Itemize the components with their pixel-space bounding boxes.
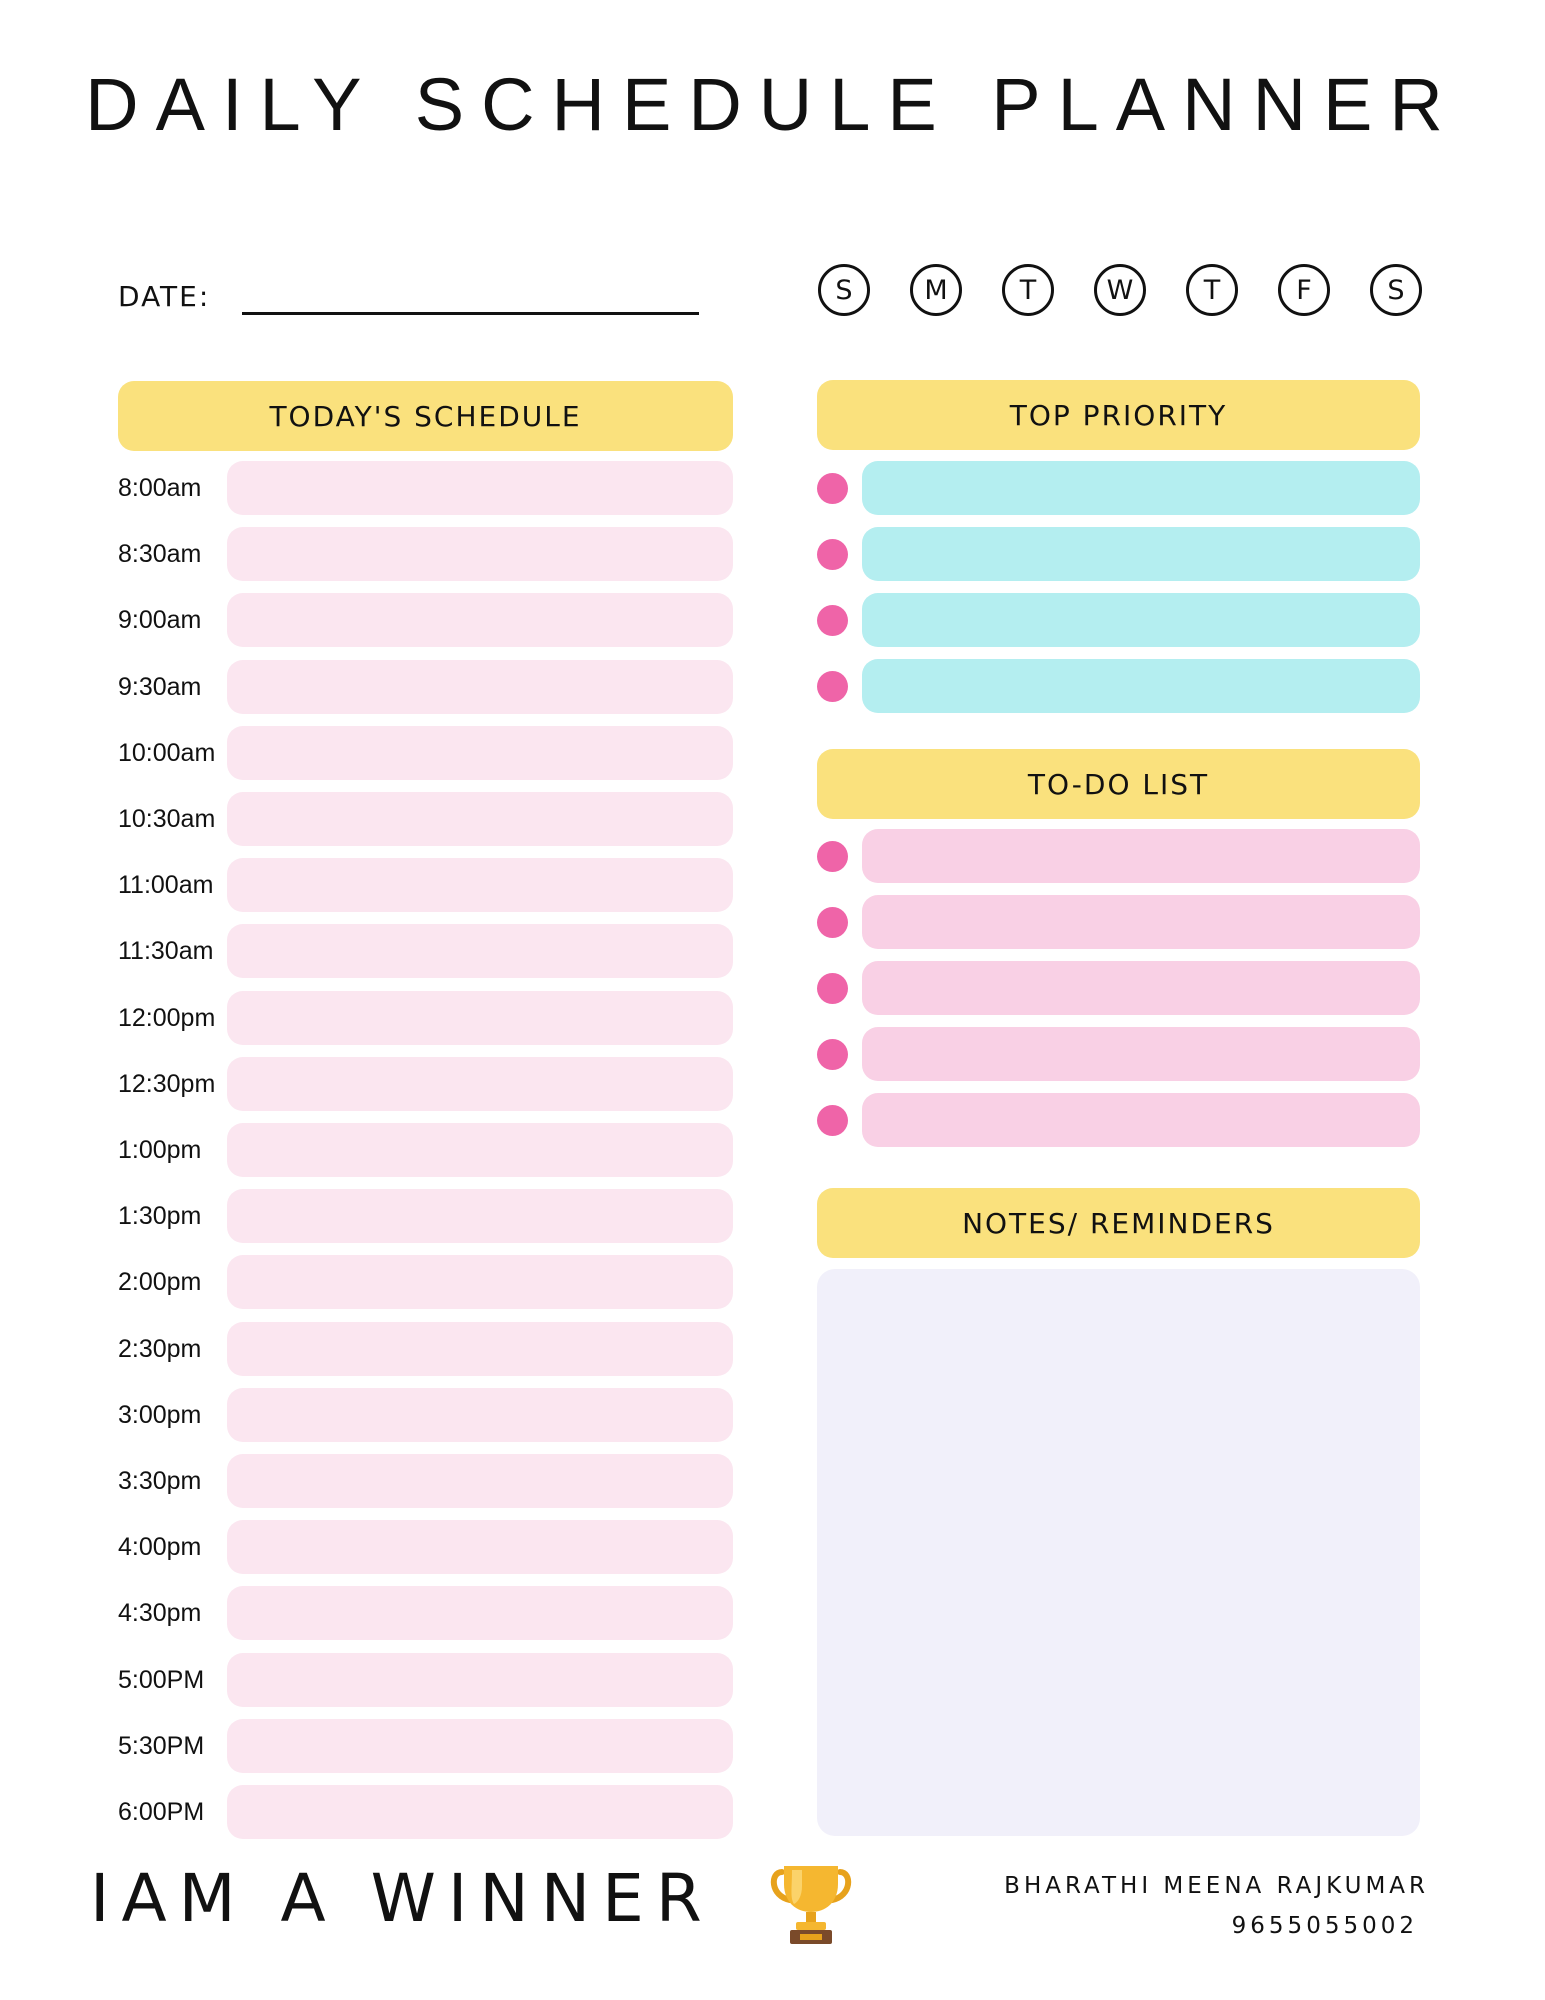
schedule-slot[interactable] xyxy=(227,1388,733,1442)
schedule-slot[interactable] xyxy=(227,1057,733,1111)
schedule-time-label: 8:00am xyxy=(118,473,202,502)
schedule-slot[interactable] xyxy=(227,1520,733,1574)
todo-bullet-icon xyxy=(817,907,848,938)
weekday-circle-wednesday[interactable]: W xyxy=(1094,264,1146,316)
weekday-selector xyxy=(818,264,1422,318)
schedule-slot[interactable] xyxy=(227,527,733,581)
schedule-slot[interactable] xyxy=(227,1719,733,1773)
schedule-slot[interactable] xyxy=(227,1785,733,1839)
date-label: DATE: xyxy=(118,280,211,313)
author-name: BHARATHI MEENA RAJKUMAR xyxy=(1004,1873,1429,1899)
priority-bullet-icon xyxy=(817,473,848,504)
weekday-circle-friday[interactable]: F xyxy=(1278,264,1330,316)
schedule-slot[interactable] xyxy=(227,1189,733,1243)
schedule-slot[interactable] xyxy=(227,991,733,1045)
schedule-time-label: 11:00am xyxy=(118,870,214,899)
priority-item-field[interactable] xyxy=(862,659,1420,713)
priority-bullet-icon xyxy=(817,539,848,570)
todo-item-field[interactable] xyxy=(862,829,1420,883)
notes-area[interactable] xyxy=(817,1269,1420,1836)
todo-item-field[interactable] xyxy=(862,1093,1420,1147)
schedule-slot[interactable] xyxy=(227,1586,733,1640)
priority-item-field[interactable] xyxy=(862,593,1420,647)
schedule-slot[interactable] xyxy=(227,726,733,780)
schedule-slot[interactable] xyxy=(227,1255,733,1309)
weekday-circle-monday[interactable]: M xyxy=(910,264,962,316)
todo-item-field[interactable] xyxy=(862,1027,1420,1081)
schedule-slot[interactable] xyxy=(227,858,733,912)
todo-bullet-icon xyxy=(817,1039,848,1070)
schedule-time-label: 5:30PM xyxy=(118,1731,205,1760)
todo-bullet-icon xyxy=(817,973,848,1004)
schedule-time-label: 1:30pm xyxy=(118,1201,202,1230)
weekday-circle-sunday[interactable]: S xyxy=(818,264,870,316)
todo-item-field[interactable] xyxy=(862,895,1420,949)
priority-bullet-icon xyxy=(817,671,848,702)
todo-bullet-icon xyxy=(817,1105,848,1136)
schedule-time-label: 5:00PM xyxy=(118,1665,205,1694)
schedule-slot[interactable] xyxy=(227,660,733,714)
schedule-time-label: 12:00pm xyxy=(118,1003,216,1032)
page-title: DAILY SCHEDULE PLANNER xyxy=(85,63,1460,146)
schedule-time-label: 10:00am xyxy=(118,738,216,767)
schedule-slot[interactable] xyxy=(227,1322,733,1376)
schedule-slot[interactable] xyxy=(227,1123,733,1177)
schedule-time-label: 9:30am xyxy=(118,672,202,701)
schedule-time-label: 1:00pm xyxy=(118,1135,202,1164)
priority-bullet-icon xyxy=(817,605,848,636)
schedule-time-label: 2:30pm xyxy=(118,1334,202,1363)
schedule-time-label: 6:00PM xyxy=(118,1797,205,1826)
schedule-time-label: 3:30pm xyxy=(118,1466,202,1495)
trophy-icon xyxy=(768,1862,854,1948)
weekday-circle-tuesday[interactable]: T xyxy=(1002,264,1054,316)
schedule-slot[interactable] xyxy=(227,461,733,515)
schedule-slot[interactable] xyxy=(227,924,733,978)
schedule-time-label: 11:30am xyxy=(118,936,214,965)
schedule-slot[interactable] xyxy=(227,1454,733,1508)
todo-header: TO-DO LIST xyxy=(817,749,1420,819)
schedule-header: TODAY'S SCHEDULE xyxy=(118,381,733,451)
date-input-line[interactable] xyxy=(242,312,699,315)
todo-item-field[interactable] xyxy=(862,961,1420,1015)
weekday-circle-thursday[interactable]: T xyxy=(1186,264,1238,316)
schedule-time-label: 4:00pm xyxy=(118,1532,202,1561)
schedule-time-label: 12:30pm xyxy=(118,1069,216,1098)
notes-header: NOTES/ REMINDERS xyxy=(817,1188,1420,1258)
schedule-time-label: 4:30pm xyxy=(118,1598,202,1627)
schedule-slot[interactable] xyxy=(227,1653,733,1707)
schedule-time-label: 2:00pm xyxy=(118,1267,202,1296)
schedule-time-label: 3:00pm xyxy=(118,1400,202,1429)
schedule-slot[interactable] xyxy=(227,593,733,647)
motto-text: IAM A WINNER xyxy=(90,1860,714,1937)
schedule-time-label: 9:00am xyxy=(118,605,202,634)
schedule-time-label: 8:30am xyxy=(118,539,202,568)
schedule-slot[interactable] xyxy=(227,792,733,846)
top-priority-header: TOP PRIORITY xyxy=(817,380,1420,450)
priority-item-field[interactable] xyxy=(862,461,1420,515)
priority-item-field[interactable] xyxy=(862,527,1420,581)
author-phone: 9655055002 xyxy=(1231,1913,1418,1939)
todo-bullet-icon xyxy=(817,841,848,872)
schedule-time-label: 10:30am xyxy=(118,804,216,833)
weekday-circle-saturday[interactable]: S xyxy=(1370,264,1422,316)
